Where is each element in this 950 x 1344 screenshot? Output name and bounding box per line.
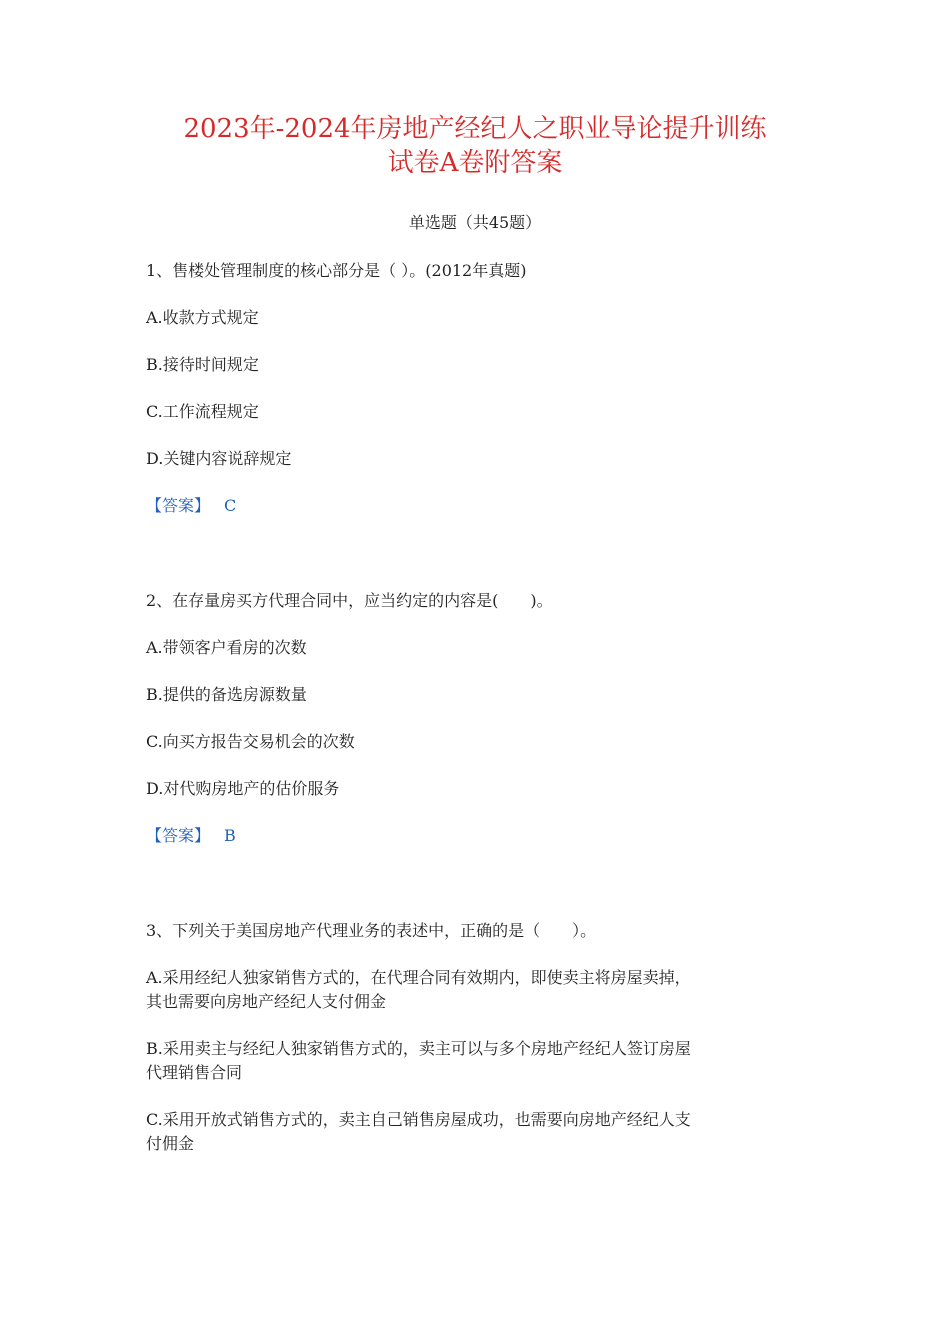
- question-3-option-c-line-2: 付佣金: [146, 1134, 195, 1153]
- question-2-option-a: A.带领客户看房的次数: [146, 638, 307, 657]
- question-1-option-d: D.关键内容说辞规定: [146, 449, 292, 468]
- question-1-option-b: B.接待时间规定: [146, 355, 259, 374]
- question-1-stem: 1、售楼处管理制度的核心部分是（ ）。(2012年真题): [146, 261, 527, 280]
- document-title-line-2: 试卷A卷附答案: [387, 148, 563, 178]
- question-3-option-a-line-2: 其也需要向房地产经纪人支付佣金: [146, 992, 387, 1011]
- question-2-answer: [146, 824, 236, 848]
- question-1-option-c: C.工作流程规定: [146, 402, 259, 421]
- answer-value: C: [224, 496, 237, 515]
- section-heading: 单选题（共45题）: [408, 213, 542, 232]
- question-3-stem: 3、下列关于美国房地产代理业务的表述中，正确的是（ ）。: [146, 921, 597, 940]
- question-3-option-b-line-1: B.采用卖主与经纪人独家销售方式的，卖主可以与多个房地产经纪人签订房屋: [146, 1039, 691, 1058]
- question-3-option-c-line-1: C.采用开放式销售方式的，卖主自己销售房屋成功，也需要向房地产经纪人支: [146, 1110, 691, 1129]
- question-2-option-d: D.对代购房地产的估价服务: [146, 779, 340, 798]
- question-1-option-a: A.收款方式规定: [146, 308, 259, 327]
- answer-label: 【答案】: [146, 826, 211, 845]
- document-title-line-1: 2023年-2024年房地产经纪人之职业导论提升训练: [183, 114, 767, 144]
- question-2-stem: 2、在存量房买方代理合同中，应当约定的内容是( )。: [146, 591, 553, 610]
- answer-label: 【答案】: [146, 496, 211, 515]
- question-2-option-c: C.向买方报告交易机会的次数: [146, 732, 355, 751]
- question-2-option-b: B.提供的备选房源数量: [146, 685, 307, 704]
- question-3-option-b-line-2: 代理销售合同: [146, 1063, 243, 1082]
- question-1-answer: [146, 494, 236, 518]
- answer-value: B: [224, 826, 236, 845]
- question-3-option-a-line-1: A.采用经纪人独家销售方式的，在代理合同有效期内，即使卖主将房屋卖掉，: [146, 968, 691, 987]
